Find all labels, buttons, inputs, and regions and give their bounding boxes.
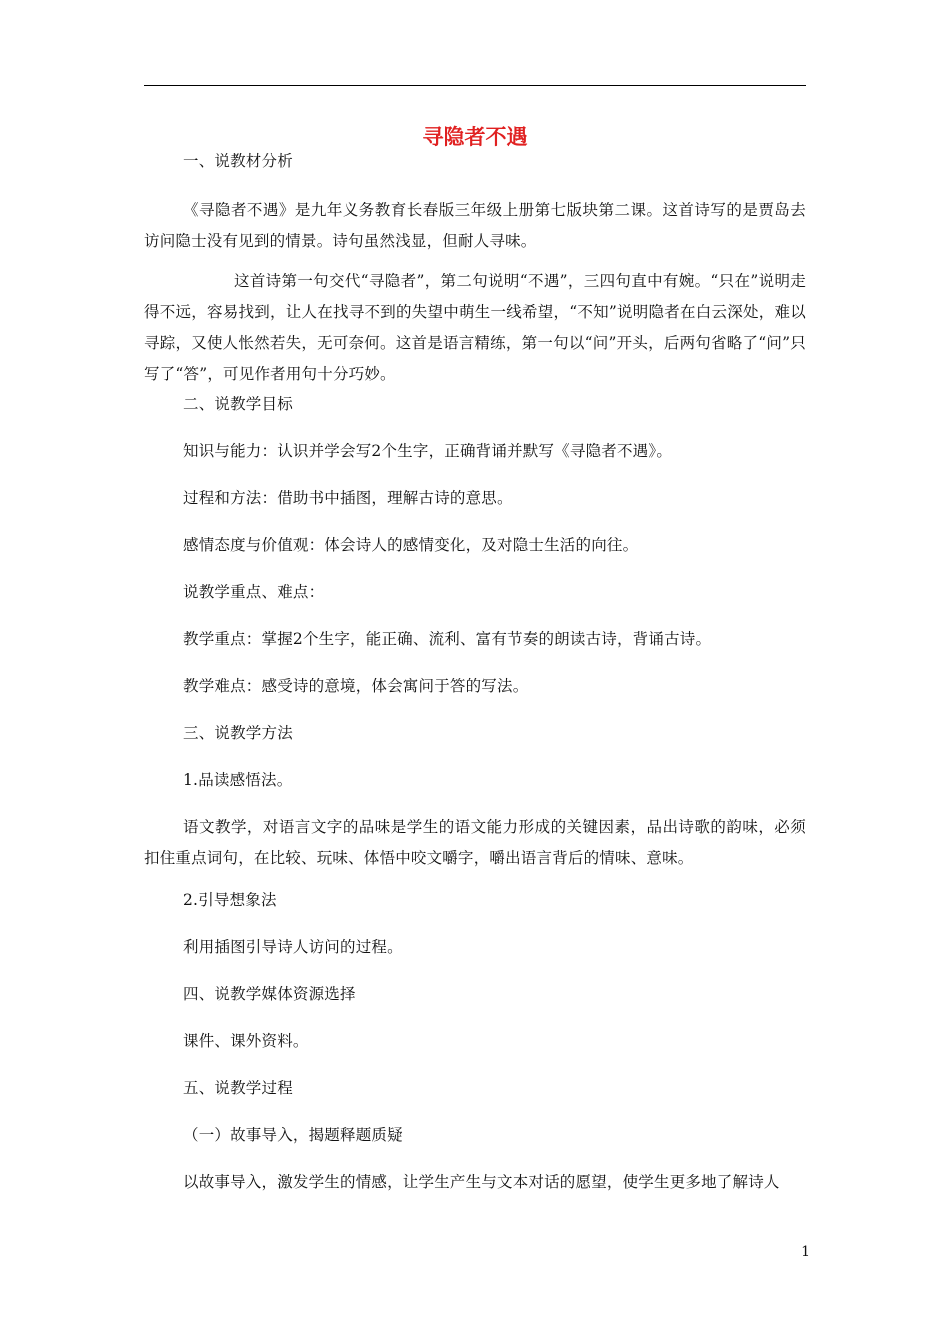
- paragraph-4: 过程和方法：借助书中插图，理解古诗的意思。: [183, 489, 513, 507]
- paragraph-3: 知识与能力：认识并学会写2个生字，正确背诵并默写《寻隐者不遇》。: [183, 442, 673, 460]
- section-heading-3: 三、说教学方法: [183, 724, 293, 742]
- paragraph-8: 教学难点：感受诗的意境，体会寓问于答的写法。: [183, 677, 529, 695]
- paragraph-6: 说教学重点、难点：: [183, 583, 325, 601]
- paragraph-15: 以故事导入，激发学生的情感，让学生产生与文本对话的愿望，使学生更多地了解诗人: [183, 1173, 780, 1191]
- paragraph-12: 利用插图引导诗人访问的过程。: [183, 938, 403, 956]
- page-number: 1: [801, 1244, 810, 1260]
- paragraph-9: 1.品读感悟法。: [183, 771, 293, 789]
- page-title: 寻隐者不遇: [422, 125, 528, 149]
- section-heading-1: 一、说教材分析: [183, 152, 293, 170]
- paragraph-14: （一）故事导入，揭题释题质疑: [183, 1126, 403, 1144]
- paragraph-1: 《寻隐者不遇》是九年义务教育长春版三年级上册第七版块第二课。这首诗写的是贾岛去访问隐士没有见到的情景。诗句虽然浅显，但耐人寻味。: [144, 201, 806, 250]
- paragraph-5: 感情态度与价值观：体会诗人的感情变化，及对隐士生活的向往。: [183, 536, 639, 554]
- paragraph-13: 课件、课外资料。: [183, 1032, 309, 1050]
- paragraph-2: 这首诗第一句交代“寻隐者”，第二句说明“不遇”，三四句直中有婉。“只在”说明走得不远，容易找到，让人在找寻不到的失望中萌生一线希望，“不知”说明隐者在白云深处，难以寻踪，又使人怅然若失，无可奈何。这首是语言精练，第一句以“问”开头，后两句省略了“问”只写了“答”，可见作者用句十分巧妙。: [144, 272, 806, 383]
- section-heading-5: 五、说教学过程: [183, 1079, 293, 1097]
- paragraph-10: 语文教学，对语言文字的品味是学生的语文能力形成的关键因素，品出诗歌的韵味，必须扣住重点词句，在比较、玩味、体悟中咬文嚼字，嚼出语言背后的情味、意味。: [144, 818, 806, 867]
- section-heading-4: 四、说教学媒体资源选择: [183, 985, 356, 1003]
- section-heading-2: 二、说教学目标: [183, 395, 293, 413]
- paragraph-7: 教学重点：掌握2个生字，能正确、流利、富有节奏的朗读古诗，背诵古诗。: [183, 630, 712, 648]
- header-rule: [144, 85, 806, 86]
- paragraph-11: 2.引导想象法: [183, 891, 277, 909]
